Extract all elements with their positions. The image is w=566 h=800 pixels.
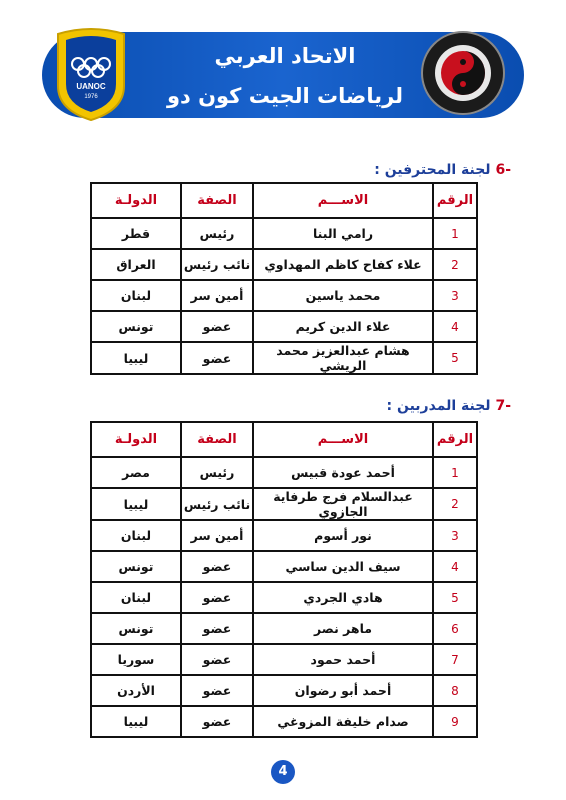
- row-num: 2: [433, 249, 477, 280]
- row-name: أحمد أبو رضوان: [253, 675, 433, 706]
- row-name: هشام عبدالعزيز محمد الريشي: [253, 342, 433, 374]
- row-num: 5: [433, 342, 477, 374]
- table-row: [91, 280, 477, 311]
- page-number: 4: [271, 760, 295, 784]
- table-row: [91, 675, 477, 706]
- table-row: [91, 520, 477, 551]
- table-row: [91, 706, 477, 737]
- row-country: لبنان: [91, 520, 181, 551]
- row-num: 3: [433, 520, 477, 551]
- header-name: الاســـم: [253, 422, 433, 457]
- section-label: لجنة المدربين :: [386, 398, 491, 414]
- section-title-professionals: [374, 162, 511, 178]
- table-header-row: [91, 422, 477, 457]
- row-num: 7: [433, 644, 477, 675]
- table-row: [91, 311, 477, 342]
- row-role: عضو: [181, 311, 253, 342]
- row-country: العراق: [91, 249, 181, 280]
- table-row: [91, 218, 477, 249]
- row-name: عبدالسلام فرج طرفاية الجازوي: [253, 488, 433, 520]
- table-row: [91, 582, 477, 613]
- row-country: لبنان: [91, 582, 181, 613]
- logo-left-year: 1976: [84, 94, 98, 100]
- row-role: عضو: [181, 551, 253, 582]
- row-name: هادي الجردي: [253, 582, 433, 613]
- row-name: أحمد عودة قبيس: [253, 457, 433, 488]
- section-number: -6: [495, 162, 511, 178]
- header-num: الرقم: [433, 422, 477, 457]
- row-country: تونس: [91, 613, 181, 644]
- uanoc-logo: [48, 26, 134, 122]
- header-country: الدولـة: [91, 183, 181, 218]
- row-name: علاء كفاح كاظم المهداوي: [253, 249, 433, 280]
- row-num: 5: [433, 582, 477, 613]
- row-country: سوريا: [91, 644, 181, 675]
- table-row: [91, 457, 477, 488]
- row-name: علاء الدين كريم: [253, 311, 433, 342]
- row-role: رئيس: [181, 457, 253, 488]
- header-title-line2: لرياضات الجيت كون دو: [166, 84, 404, 108]
- row-country: تونس: [91, 311, 181, 342]
- row-num: 8: [433, 675, 477, 706]
- row-role: نائب رئيس: [181, 249, 253, 280]
- section-title-coaches: [387, 398, 512, 414]
- row-country: الأردن: [91, 675, 181, 706]
- table-row: [91, 644, 477, 675]
- table-row: [91, 249, 477, 280]
- row-name: رامي البنا: [253, 218, 433, 249]
- row-country: ليبيا: [91, 488, 181, 520]
- header-role: الصفة: [181, 422, 253, 457]
- section-label: لجنة المحترفين :: [374, 162, 491, 178]
- row-role: أمين سر: [181, 280, 253, 311]
- row-country: لبنان: [91, 280, 181, 311]
- row-country: ليبيا: [91, 342, 181, 374]
- header-role: الصفة: [181, 183, 253, 218]
- row-name: محمد ياسين: [253, 280, 433, 311]
- header-name: الاســـم: [253, 183, 433, 218]
- header-num: الرقم: [433, 183, 477, 218]
- row-country: قطر: [91, 218, 181, 249]
- row-name: ماهر نصر: [253, 613, 433, 644]
- header-country: الدولـة: [91, 422, 181, 457]
- row-name: أحمد حمود: [253, 644, 433, 675]
- row-role: رئيس: [181, 218, 253, 249]
- logo-left-text: UANOC: [76, 82, 106, 91]
- row-num: 6: [433, 613, 477, 644]
- table-header-row: [91, 183, 477, 218]
- row-role: نائب رئيس: [181, 488, 253, 520]
- row-role: عضو: [181, 644, 253, 675]
- row-country: ليبيا: [91, 706, 181, 737]
- row-role: أمين سر: [181, 520, 253, 551]
- row-role: عضو: [181, 675, 253, 706]
- row-num: 2: [433, 488, 477, 520]
- row-name: سيف الدين ساسي: [253, 551, 433, 582]
- row-num: 4: [433, 311, 477, 342]
- row-role: عضو: [181, 613, 253, 644]
- professionals-table: [90, 182, 478, 375]
- table-row: [91, 342, 477, 374]
- row-name: نور أسوم: [253, 520, 433, 551]
- section-number: -7: [495, 398, 511, 414]
- row-role: عضو: [181, 706, 253, 737]
- coaches-table: [90, 421, 478, 738]
- table-row: [91, 551, 477, 582]
- row-num: 9: [433, 706, 477, 737]
- header-title-line1: الاتحاد العربي: [214, 44, 356, 68]
- table-row: [91, 613, 477, 644]
- row-num: 4: [433, 551, 477, 582]
- jeet-kune-do-federation-logo: [420, 30, 506, 116]
- row-role: عضو: [181, 582, 253, 613]
- row-name: صدام خليفة المزوغي: [253, 706, 433, 737]
- row-num: 1: [433, 457, 477, 488]
- row-country: تونس: [91, 551, 181, 582]
- row-num: 3: [433, 280, 477, 311]
- row-country: مصر: [91, 457, 181, 488]
- row-num: 1: [433, 218, 477, 249]
- table-row: [91, 488, 477, 520]
- row-role: عضو: [181, 342, 253, 374]
